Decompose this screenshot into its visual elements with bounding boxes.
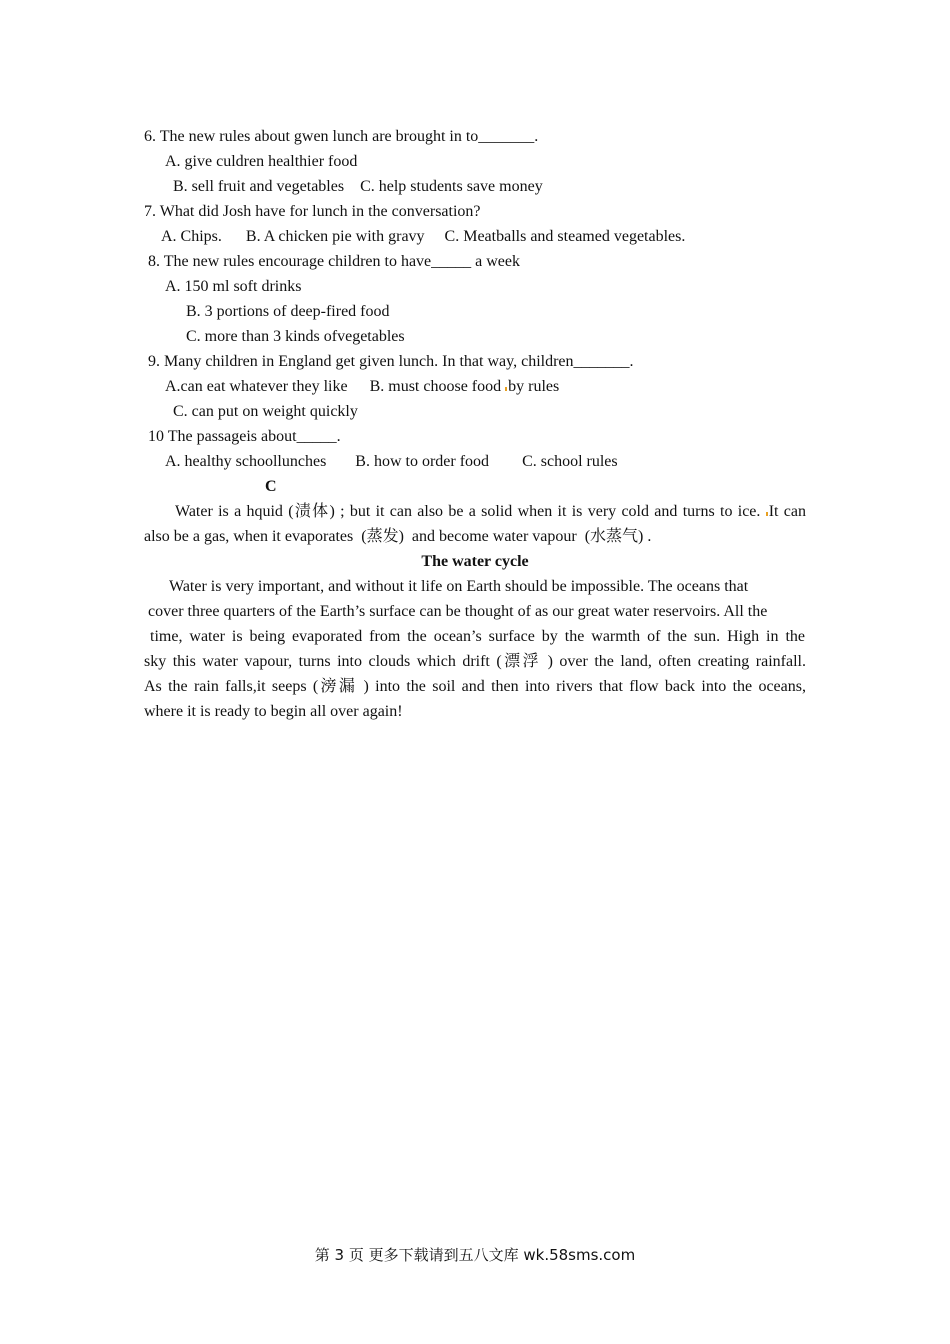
question-6-options-bc bbox=[173, 177, 543, 197]
question-8-option-a: A. 150 ml soft drinks bbox=[165, 278, 302, 295]
question-7-options bbox=[161, 227, 685, 247]
section-c-intro-line-1 bbox=[175, 502, 806, 522]
passage-title: The water cycle bbox=[421, 553, 529, 570]
question-7-option-c: C. Meatballs and steamed vegetables. bbox=[444, 228, 686, 245]
question-9-stem: 9. Many children in England get given lunch. In that way, children_______. bbox=[148, 353, 634, 370]
question-7-option-a: A. Chips. bbox=[161, 228, 222, 245]
edit-mark-icon-2 bbox=[766, 512, 768, 516]
question-6-option-b: B. sell fruit and vegetables bbox=[173, 178, 345, 195]
question-9-option-b-pre: B. must choose food bbox=[369, 378, 506, 395]
section-c-intro-line-2: also be a gas, when it evaporates (蒸发) and become water vapour (水蒸气) . bbox=[144, 528, 652, 545]
section-c-letter: C bbox=[265, 478, 277, 495]
question-10-option-b: B. how to order food bbox=[355, 453, 490, 470]
question-10-option-c: C. school rules bbox=[522, 453, 618, 470]
question-9-option-c: C. can put on weight quickly bbox=[173, 403, 358, 420]
question-10-options bbox=[165, 452, 618, 472]
passage-line-5: As the rain falls,it seeps (滂漏 ) into the soil and then into rivers that flow back into the oceans, bbox=[144, 678, 806, 695]
question-8-option-c: C. more than 3 kinds ofvegetables bbox=[186, 328, 405, 345]
passage-line-2: cover three quarters of the Earth’s surface can be thought of as our great water reservoirs. All the bbox=[148, 603, 768, 620]
question-6-option-a: A. give culdren healthier food bbox=[165, 153, 358, 170]
section-c-intro-line-1-post: It can bbox=[768, 503, 806, 520]
question-7-option-b: B. A chicken pie with gravy bbox=[245, 228, 425, 245]
question-6-option-c: C. help students save money bbox=[360, 178, 543, 195]
question-7-stem: 7. What did Josh have for lunch in the conversation? bbox=[144, 203, 481, 220]
passage-line-1: Water is very important, and without it life on Earth should be impossible. The oceans that bbox=[169, 578, 749, 595]
question-9-options-ab bbox=[165, 377, 559, 397]
question-10-option-a: A. healthy schoollunches bbox=[165, 453, 327, 470]
passage-line-3: time, water is being evaporated from the ocean’s surface by the warmth of the sun. High in the bbox=[150, 628, 805, 645]
question-9-option-b bbox=[370, 378, 560, 395]
question-8-stem: 8. The new rules encourage children to have_____ a week bbox=[148, 253, 521, 270]
question-9-option-a: A.can eat whatever they like bbox=[165, 378, 348, 395]
question-9-option-b-post: by rules bbox=[508, 378, 560, 395]
passage-line-6: where it is ready to begin all over again! bbox=[144, 703, 403, 720]
question-8-option-b: B. 3 portions of deep-fired food bbox=[186, 303, 390, 320]
page-footer: 第 3 页 更多下载请到五八文库 wk.58sms.com bbox=[314, 1246, 636, 1264]
edit-mark-icon bbox=[505, 387, 507, 391]
passage-line-4: sky this water vapour, turns into clouds which drift (漂浮 ) over the land, often creating rainfall. bbox=[144, 653, 806, 670]
section-c-intro-line-1-pre: Water is a hquid (渍体) ; but it can also be a solid when it is very cold and turns to ice. bbox=[175, 503, 766, 520]
question-10-stem: 10 The passageis about_____. bbox=[148, 428, 341, 445]
question-6-stem: 6. The new rules about gwen lunch are brought in to_______. bbox=[144, 128, 539, 145]
